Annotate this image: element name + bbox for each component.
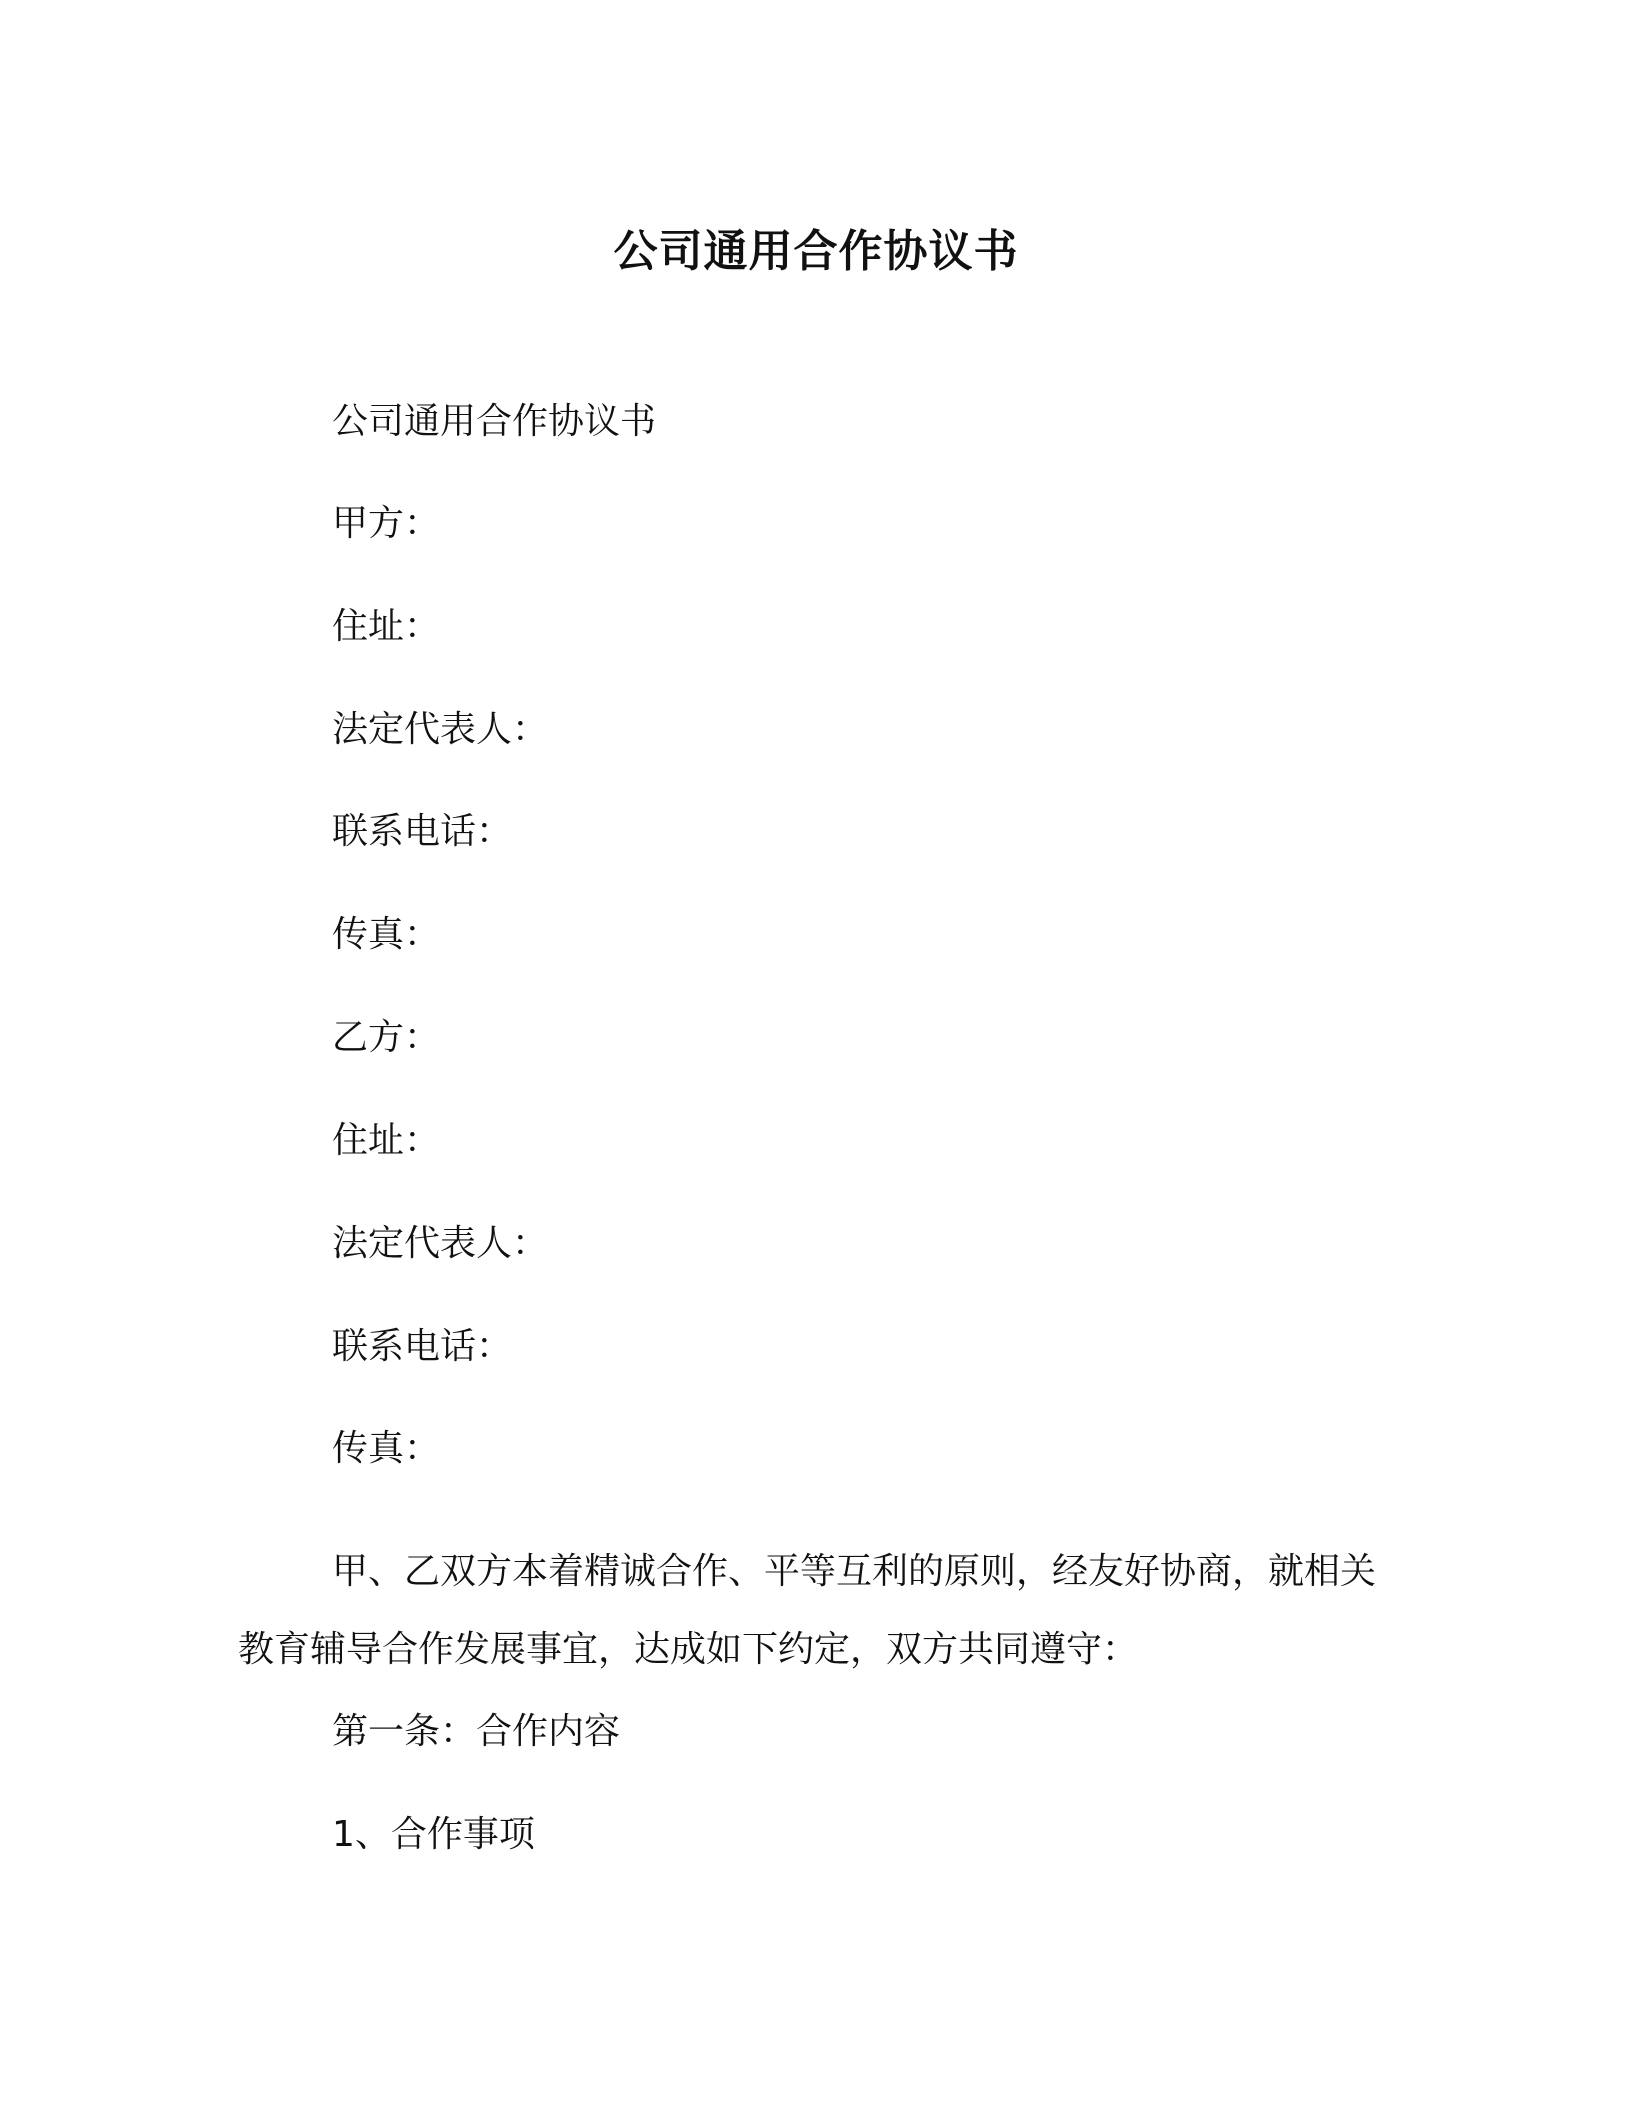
document-title: 公司通用合作协议书 [613, 226, 1019, 277]
party-a-fax-label: 传真： [332, 914, 441, 955]
party-b-label: 乙方： [332, 1017, 441, 1058]
party-b-legal-rep-label: 法定代表人： [332, 1223, 549, 1264]
section-heading: 第一条：合作内容 [332, 1711, 621, 1752]
party-a-label: 甲方： [332, 503, 441, 544]
party-a-phone-label: 联系电话： [332, 811, 513, 852]
party-a-address-label: 住址： [332, 606, 441, 647]
party-b-address-label: 住址： [332, 1120, 441, 1161]
intro-paragraph: 甲、乙双方本着精诚合作、平等互利的原则，经友好协商，就相关教育辅导合作发展事宜，达成如下约定，双方共同遵守： [238, 1551, 1377, 1670]
sub-item-heading: 1、合作事项 [332, 1814, 535, 1855]
party-b-fax-label: 传真： [332, 1428, 441, 1469]
party-b-phone-label: 联系电话： [332, 1326, 513, 1367]
subtitle-line: 公司通用合作协议书 [332, 401, 657, 442]
party-a-legal-rep-label: 法定代表人： [332, 709, 549, 750]
